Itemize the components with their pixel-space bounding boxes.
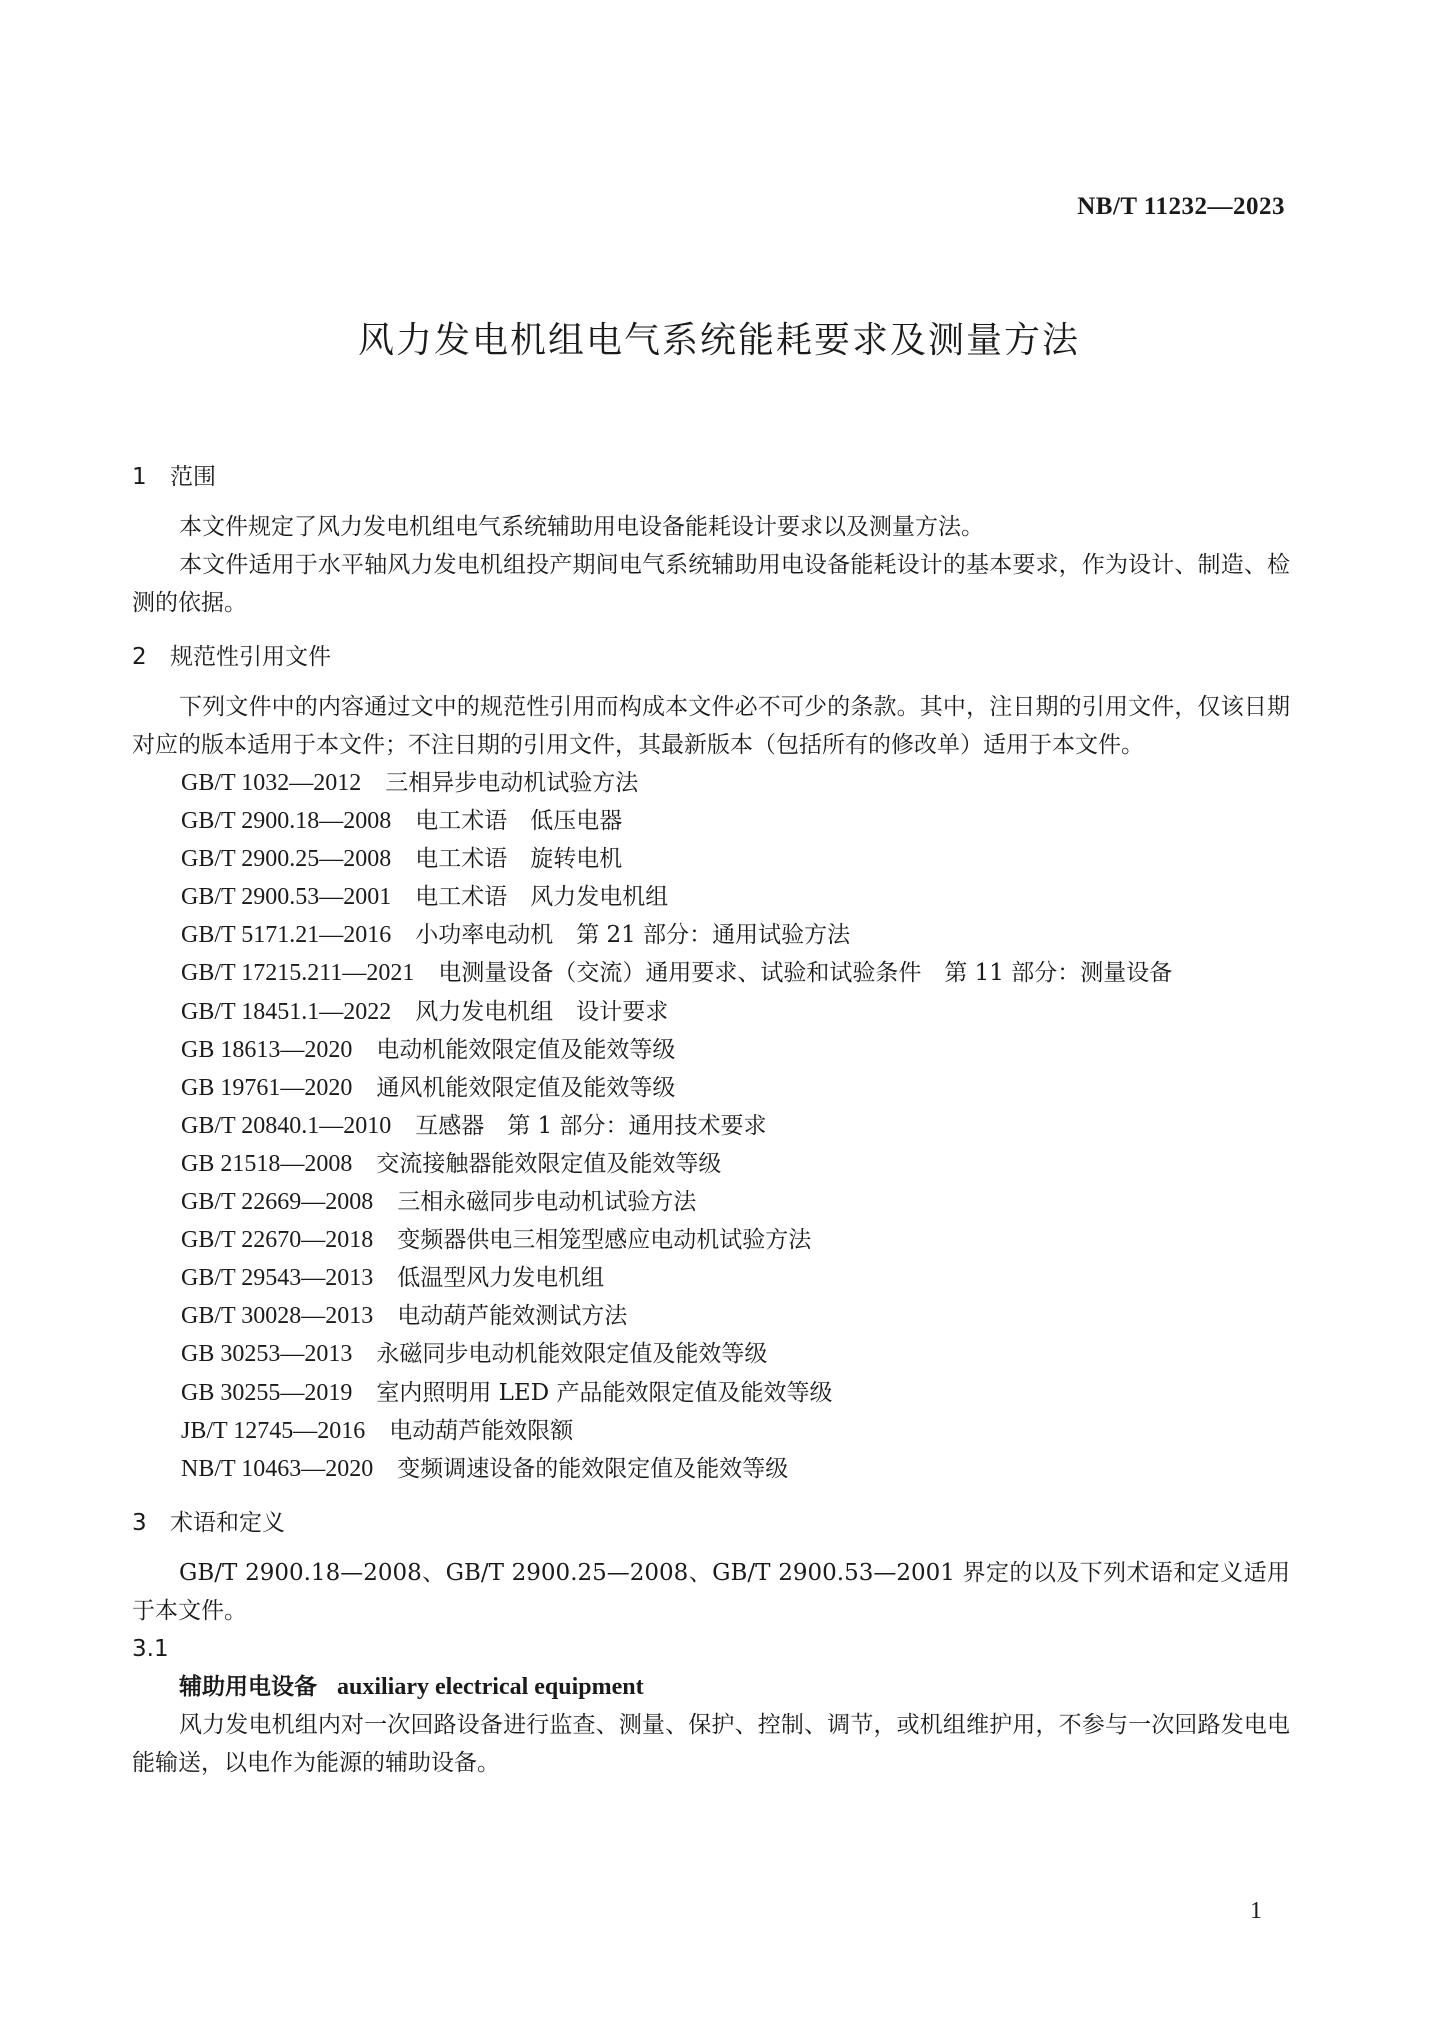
reference-item	[181, 1183, 1290, 1221]
page-number: 1	[1250, 1898, 1262, 1924]
reference-title: 变频调速设备的能效限定值及能效等级	[397, 1455, 789, 1482]
reference-title: 互感器 第 1 部分：通用技术要求	[415, 1112, 767, 1139]
reference-item	[181, 1031, 1290, 1069]
section-number: 3	[132, 1509, 147, 1536]
normative-reference-list	[132, 764, 1290, 1488]
reference-item	[181, 764, 1290, 802]
section-2-heading	[132, 638, 1290, 676]
reference-title: 三相异步电动机试验方法	[385, 770, 639, 796]
reference-item	[181, 916, 1290, 954]
reference-title: 电工术语 低压电器	[415, 808, 623, 835]
reference-item	[181, 1374, 1290, 1412]
reference-title: 电动葫芦能效测试方法	[397, 1303, 628, 1330]
term-zh: 辅助用电设备	[179, 1672, 317, 1700]
reference-title: 变频器供电三相笼型感应电动机试验方法	[397, 1227, 812, 1254]
document-title: 风力发电机组电气系统能耗要求及测量方法	[357, 320, 1080, 361]
reference-item	[181, 1297, 1290, 1335]
section-number: 1	[132, 464, 147, 490]
reference-item	[181, 840, 1290, 878]
reference-title: 电动机能效限定值及能效等级	[376, 1036, 676, 1063]
reference-code: JB/T 12745—2016	[181, 1417, 366, 1444]
term-number: 3.1	[132, 1635, 169, 1662]
reference-code: GB/T 2900.18—2008	[181, 808, 392, 835]
reference-item	[181, 878, 1290, 916]
reference-title: 电工术语 风力发电机组	[415, 884, 669, 911]
reference-item	[181, 954, 1290, 992]
paragraph: 本文件规定了风力发电机组电气系统辅助用电设备能耗设计要求以及测量方法。	[179, 514, 984, 540]
reference-item	[181, 1107, 1290, 1145]
paragraph: 下列文件中的内容通过文中的规范性引用而构成本文件必不可少的条款。其中，注日期的引用文件，仅该日期对应的版本适用于本文件；不注日期的引用文件，其最新版本（包括所有的修改单）适用于本文件。	[132, 694, 1290, 758]
section-3-heading	[132, 1504, 1290, 1542]
reference-item	[181, 1450, 1290, 1488]
reference-item	[181, 1259, 1290, 1297]
reference-code: GB 18613—2020	[181, 1036, 353, 1063]
section-title: 规范性引用文件	[170, 644, 331, 670]
reference-item	[181, 802, 1290, 840]
reference-code: GB/T 29543—2013	[181, 1265, 374, 1292]
reference-code: GB 19761—2020	[181, 1074, 353, 1101]
paragraph: 本文件适用于水平轴风力发电机组投产期间电气系统辅助用电设备能耗设计的基本要求，作为设计、制造、检测的依据。	[132, 552, 1290, 616]
document-body	[132, 458, 1290, 1782]
reference-code: GB 30255—2019	[181, 1379, 353, 1406]
reference-title: 交流接触器能效限定值及能效等级	[376, 1150, 722, 1177]
reference-code: GB/T 2900.25—2008	[181, 846, 392, 873]
reference-code: GB 21518—2008	[181, 1150, 353, 1177]
reference-item	[181, 1145, 1290, 1183]
reference-code: GB/T 2900.53—2001	[181, 884, 392, 911]
reference-code: GB/T 20840.1—2010	[181, 1112, 392, 1139]
reference-title: 电动葫芦能效限额	[389, 1417, 574, 1444]
reference-title: 风力发电机组 设计要求	[415, 998, 669, 1025]
reference-code: GB/T 18451.1—2022	[181, 998, 392, 1025]
reference-code: NB/T 10463—2020	[181, 1455, 374, 1482]
term-en: auxiliary electrical equipment	[337, 1673, 644, 1700]
reference-code: GB/T 5171.21—2016	[181, 922, 392, 949]
reference-item	[181, 1335, 1290, 1373]
reference-title: 小功率电动机 第 21 部分：通用试验方法	[415, 922, 851, 949]
reference-code: GB/T 17215.211—2021	[181, 960, 415, 987]
reference-item	[181, 1069, 1290, 1107]
reference-title: 低温型风力发电机组	[397, 1265, 605, 1292]
reference-title: 室内照明用 LED 产品能效限定值及能效等级	[376, 1379, 833, 1406]
section-number: 2	[132, 644, 147, 670]
reference-code: GB/T 30028—2013	[181, 1303, 374, 1330]
reference-title: 电工术语 旋转电机	[415, 846, 623, 873]
section-title: 范围	[170, 464, 216, 490]
reference-title: 永磁同步电动机能效限定值及能效等级	[376, 1341, 768, 1368]
reference-title: 通风机能效限定值及能效等级	[376, 1074, 676, 1101]
section-title: 术语和定义	[170, 1509, 285, 1536]
reference-title: 三相永磁同步电动机试验方法	[397, 1189, 697, 1216]
section-1-heading	[132, 458, 1290, 496]
reference-code: GB/T 22669—2008	[181, 1189, 374, 1216]
standard-code: NB/T 11232—2023	[1077, 193, 1285, 220]
term-entry	[132, 1668, 1290, 1706]
term-definition: 风力发电机组内对一次回路设备进行监查、测量、保护、控制、调节，或机组维护用，不参与一次回路发电电能输送，以电作为能源的辅助设备。	[132, 1711, 1290, 1776]
reference-item	[181, 993, 1290, 1031]
reference-code: GB/T 22670—2018	[181, 1227, 374, 1254]
reference-code: GB/T 1032—2012	[181, 770, 362, 796]
reference-title: 电测量设备（交流）通用要求、试验和试验条件 第 11 部分：测量设备	[438, 960, 1173, 987]
reference-item	[181, 1412, 1290, 1450]
reference-code: GB 30253—2013	[181, 1341, 353, 1368]
reference-item	[181, 1221, 1290, 1259]
paragraph: GB/T 2900.18—2008、GB/T 2900.25—2008、GB/T 2900.53—2001 界定的以及下列术语和定义适用于本文件。	[132, 1559, 1290, 1624]
